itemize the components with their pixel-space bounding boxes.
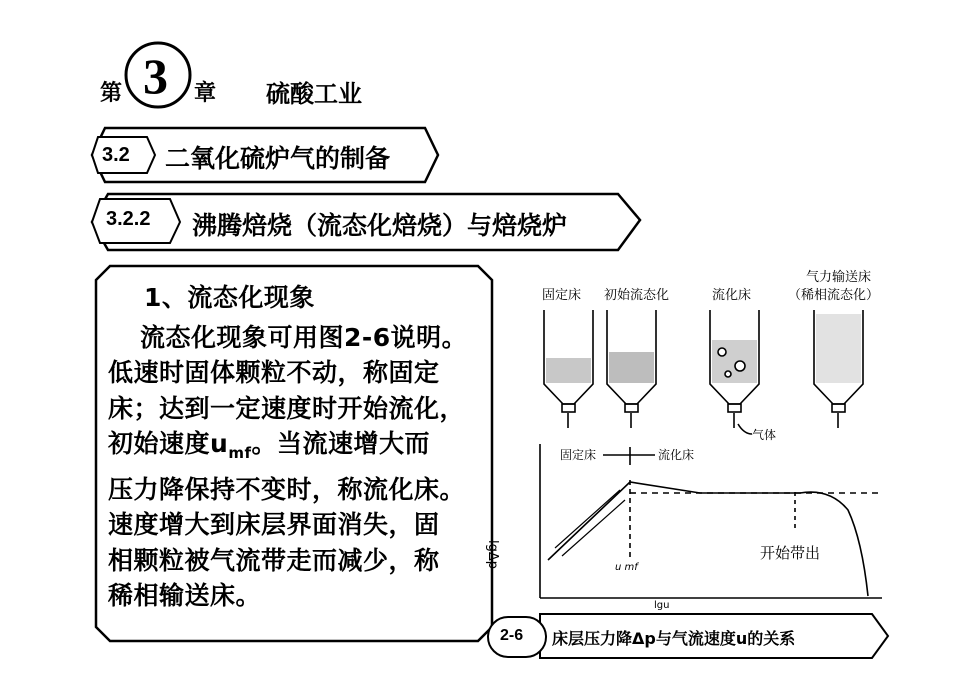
text-line-5: 压力降保持不变时，称流化床。 [108, 474, 466, 504]
subsection-title: 沸腾焙烧（流态化焙烧）与焙烧炉 [192, 211, 568, 240]
label-start-carry: 开始带出 [760, 544, 821, 562]
text-line-8: 稀相输送床。 [108, 581, 262, 610]
umf-symbol: $u_{mf}$ [210, 429, 252, 462]
text-box [108, 280, 492, 614]
caption-number: 2-6 [500, 627, 524, 644]
label-umf: u mf [615, 562, 638, 573]
hopper-fluid-bed [710, 310, 759, 434]
label-graph-fluid: 流化床 [658, 448, 695, 462]
text-line-4a: 初始速度 [108, 429, 211, 458]
label-fixed-bed: 固定床 [542, 288, 582, 303]
subsection-number: 3.2.2 [106, 208, 151, 230]
text-line-4b: 。当流速增大而 [251, 429, 430, 458]
label-graph-fixed: 固定床 [560, 448, 597, 462]
label-gas: 气体 [752, 428, 777, 442]
label-pneumatic-1: 气力输送床 [806, 270, 872, 285]
chapter-prefix: 第 [100, 81, 123, 106]
text-line-6: 速度增大到床层界面消失，固 [108, 510, 440, 539]
hopper-initial-fluid [607, 310, 656, 428]
label-pneumatic-2: （稀相流态化） [788, 288, 880, 303]
chapter-title: 硫酸工业 [266, 80, 362, 108]
chapter-suffix: 章 [194, 81, 217, 106]
text-line-7: 相颗粒被气流带走而减少，称 [108, 545, 440, 575]
label-y-axis: lgΔp [485, 540, 500, 570]
chapter-header [100, 48, 400, 108]
hopper-pneumatic [814, 310, 863, 428]
text-line-4 [108, 426, 492, 472]
label-initial-fluid: 初始流态化 [604, 288, 670, 303]
chapter-number: 3 [143, 48, 168, 104]
hopper-fixed-bed [544, 310, 593, 428]
text-line-3: 床；达到一定速度时开始流化， [108, 393, 466, 423]
section-number: 3.2 [102, 144, 130, 166]
text-heading: 1、流态化现象 [144, 283, 315, 312]
label-fluid-bed: 流化床 [712, 288, 752, 303]
label-x-axis: lgu [654, 600, 670, 611]
text-line-1: 流态化现象可用图2-6说明。 [140, 322, 468, 352]
section-title: 二氧化硫炉气的制备 [165, 144, 391, 173]
caption-text: 床层压力降Δp与气流速度u的关系 [552, 629, 796, 648]
text-line-2: 低速时固体颗粒不动，称固定 [108, 358, 440, 387]
pressure-curve [548, 482, 868, 596]
graph-axes [540, 444, 882, 598]
